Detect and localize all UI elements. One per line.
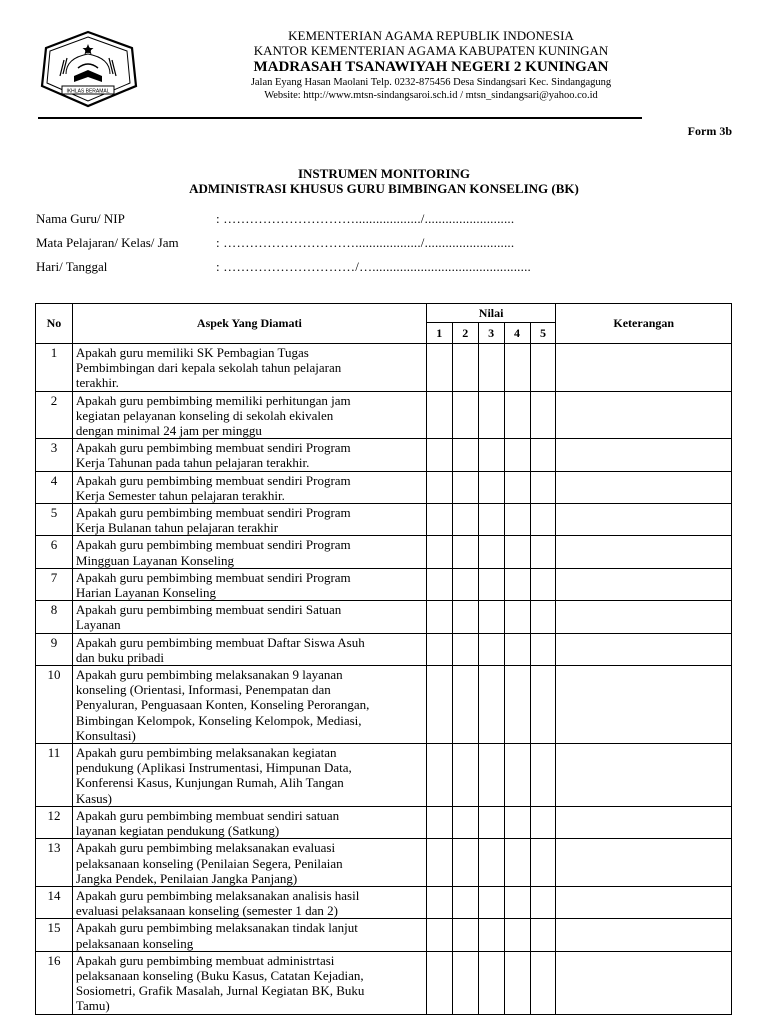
score-cell-1[interactable] xyxy=(426,471,452,503)
aspect-line: Jangka Pendek, Penilaian Jangka Panjang) xyxy=(75,870,298,886)
hari-tanggal-field[interactable]: : …………………………/….............................................. xyxy=(216,259,531,274)
field-row-nama xyxy=(36,211,636,235)
score-cell-3[interactable] xyxy=(478,951,504,1014)
aspect-line: Apakah guru pembimbing memiliki perhitungan jam xyxy=(75,392,351,408)
header-no: No xyxy=(36,304,73,344)
score-cell-3[interactable] xyxy=(478,391,504,439)
score-cell-2[interactable] xyxy=(452,439,478,471)
score-cell-3[interactable] xyxy=(478,839,504,887)
score-cell-5[interactable] xyxy=(530,839,556,887)
score-cell-4[interactable] xyxy=(504,536,530,568)
keterangan-cell[interactable] xyxy=(556,633,732,665)
score-cell-1[interactable] xyxy=(426,666,452,744)
score-cell-1[interactable] xyxy=(426,504,452,536)
identity-fields xyxy=(36,211,636,283)
form-number: Form 3b xyxy=(687,124,732,138)
score-cell-1[interactable] xyxy=(426,536,452,568)
score-cell-4[interactable] xyxy=(504,951,530,1014)
aspect-line: pelaksanaan konseling (Penilaian Segera, Penilaian xyxy=(75,855,343,871)
aspect-line: Apakah guru pembimbing melaksanakan evaluasi xyxy=(75,840,336,856)
score-cell-3[interactable] xyxy=(478,471,504,503)
aspect-line: kegiatan pelayanan konseling di sekolah ekivalen xyxy=(75,407,334,423)
score-cell-5[interactable] xyxy=(530,344,556,392)
row-number: 13 xyxy=(36,839,73,887)
score-cell-3[interactable] xyxy=(478,919,504,951)
keterangan-cell[interactable] xyxy=(556,886,732,918)
score-cell-5[interactable] xyxy=(530,633,556,665)
aspect-text xyxy=(72,344,426,392)
aspect-line: Apakah guru pembimbing membuat sendiri Satuan xyxy=(75,602,342,618)
aspect-text xyxy=(72,806,426,838)
table-row xyxy=(36,568,732,600)
aspect-text xyxy=(72,633,426,665)
aspect-line: evaluasi pelaksanaan konseling (semester 1 dan 2) xyxy=(75,903,338,919)
aspect-line: layanan kegiatan pendukung (Satkung) xyxy=(75,823,280,839)
score-cell-4[interactable] xyxy=(504,568,530,600)
aspect-line: Apakah guru pembimbing membuat sendiri Program xyxy=(75,472,351,488)
keterangan-cell[interactable] xyxy=(556,839,732,887)
aspect-line: Kasus) xyxy=(75,790,113,806)
score-cell-3[interactable] xyxy=(478,666,504,744)
score-cell-5[interactable] xyxy=(530,666,556,744)
aspect-line: Sosiometri, Grafik Masalah, Jurnal Kegiatan BK, Buku xyxy=(75,983,365,999)
row-number: 14 xyxy=(36,886,73,918)
score-cell-1[interactable] xyxy=(426,391,452,439)
keterangan-cell[interactable] xyxy=(556,744,732,807)
score-cell-4[interactable] xyxy=(504,744,530,807)
table-row xyxy=(36,666,732,744)
row-number: 6 xyxy=(36,536,73,568)
score-cell-5[interactable] xyxy=(530,806,556,838)
score-cell-2[interactable] xyxy=(452,951,478,1014)
letterhead-divider xyxy=(38,117,642,119)
header-aspek: Aspek Yang Diamati xyxy=(72,304,426,344)
aspect-line: Konferensi Kasus, Kunjungan Rumah, Alih Tangan xyxy=(75,775,344,791)
aspect-line: Tamu) xyxy=(75,998,110,1014)
score-cell-1[interactable] xyxy=(426,744,452,807)
header-nilai: Nilai xyxy=(426,304,556,323)
nama-guru-field[interactable]: : ………………………….................../.......................... xyxy=(216,211,515,226)
row-number: 2 xyxy=(36,391,73,439)
table-row xyxy=(36,886,732,918)
aspect-line: Apakah guru pembimbing melaksanakan analisis hasil xyxy=(75,887,360,903)
aspect-line: Apakah guru pembimbing membuat sendiri satuan xyxy=(75,807,340,823)
keterangan-cell[interactable] xyxy=(556,919,732,951)
aspect-line: Mingguan Layanan Konseling xyxy=(75,552,235,568)
field-label: Nama Guru/ NIP xyxy=(36,211,125,226)
score-cell-2[interactable] xyxy=(452,568,478,600)
score-cell-4[interactable] xyxy=(504,806,530,838)
row-number: 3 xyxy=(36,439,73,471)
table-row xyxy=(36,951,732,1014)
keterangan-cell[interactable] xyxy=(556,391,732,439)
aspect-line: Konsultasi) xyxy=(75,727,136,743)
aspect-line: Layanan xyxy=(75,617,121,633)
keterangan-cell[interactable] xyxy=(556,471,732,503)
score-cell-2[interactable] xyxy=(452,744,478,807)
aspect-line: Bimbingan Kelompok, Konseling Kelompok, Mediasi, xyxy=(75,712,362,728)
letterhead-text xyxy=(126,28,736,102)
score-cell-5[interactable] xyxy=(530,601,556,633)
aspect-line: Apakah guru pembimbing membuat sendiri Program xyxy=(75,505,351,521)
score-cell-5[interactable] xyxy=(530,504,556,536)
aspect-text xyxy=(72,504,426,536)
score-cell-5[interactable] xyxy=(530,744,556,807)
score-cell-2[interactable] xyxy=(452,471,478,503)
score-cell-2[interactable] xyxy=(452,601,478,633)
row-number: 4 xyxy=(36,471,73,503)
aspect-line: pelaksanaan konseling xyxy=(75,935,194,951)
score-cell-2[interactable] xyxy=(452,504,478,536)
school-address: Jalan Eyang Hasan Maolani Telp. 0232-875456 Desa Sindangsari Kec. Sindangagung xyxy=(250,77,612,88)
aspect-text xyxy=(72,471,426,503)
row-number: 11 xyxy=(36,744,73,807)
row-number: 7 xyxy=(36,568,73,600)
row-number: 8 xyxy=(36,601,73,633)
aspect-text xyxy=(72,666,426,744)
header-score-3: 3 xyxy=(478,323,504,344)
score-cell-1[interactable] xyxy=(426,806,452,838)
aspect-line: dan buku pribadi xyxy=(75,649,164,665)
score-cell-4[interactable] xyxy=(504,344,530,392)
aspect-line: Apakah guru pembimbing membuat administrtasi xyxy=(75,952,335,968)
field-row-tanggal xyxy=(36,259,636,283)
header-keterangan: Keterangan xyxy=(556,304,732,344)
score-cell-5[interactable] xyxy=(530,391,556,439)
aspect-line: Apakah guru pembimbing membuat sendiri Program xyxy=(75,537,351,553)
score-cell-4[interactable] xyxy=(504,601,530,633)
aspect-text xyxy=(72,744,426,807)
table-row xyxy=(36,344,732,392)
score-cell-5[interactable] xyxy=(530,568,556,600)
field-row-mapel xyxy=(36,235,636,259)
field-label: Mata Pelajaran/ Kelas/ Jam xyxy=(36,235,179,250)
aspect-line: pelaksanaan konseling (Buku Kasus, Catatan Kejadian, xyxy=(75,967,364,983)
aspect-text xyxy=(72,601,426,633)
aspect-line: konseling (Orientasi, Informasi, Penempatan dan xyxy=(75,682,331,698)
aspect-text xyxy=(72,536,426,568)
aspect-line: Apakah guru pembimbing membuat sendiri Program xyxy=(75,569,351,585)
score-cell-5[interactable] xyxy=(530,471,556,503)
office-name: KANTOR KEMENTERIAN AGAMA KABUPATEN KUNINGAN xyxy=(253,43,609,58)
score-cell-1[interactable] xyxy=(426,568,452,600)
monitoring-table xyxy=(35,303,732,1015)
aspect-text xyxy=(72,568,426,600)
score-cell-2[interactable] xyxy=(452,666,478,744)
aspect-line: Kerja Tahunan pada tahun pelajaran terakhir. xyxy=(75,455,310,471)
score-cell-2[interactable] xyxy=(452,886,478,918)
row-number: 15 xyxy=(36,919,73,951)
row-number: 9 xyxy=(36,633,73,665)
aspect-line: Harian Layanan Konseling xyxy=(75,585,216,601)
table-row xyxy=(36,439,732,471)
school-website: Website: http://www.mtsn-sindangsaroi.sch.id / mtsn_sindangsari@yahoo.co.id xyxy=(264,90,598,101)
score-cell-5[interactable] xyxy=(530,439,556,471)
ministry-name: KEMENTERIAN AGAMA REPUBLIK INDONESIA xyxy=(288,28,574,43)
aspect-text xyxy=(72,951,426,1014)
logo-ribbon-text: IKHLAS BERAMAL xyxy=(66,88,110,95)
row-number: 5 xyxy=(36,504,73,536)
score-cell-3[interactable] xyxy=(478,886,504,918)
aspect-line: Apakah guru pembimbing membuat Daftar Siswa Asuh xyxy=(75,634,365,650)
score-cell-3[interactable] xyxy=(478,439,504,471)
aspect-text xyxy=(72,391,426,439)
score-cell-1[interactable] xyxy=(426,886,452,918)
keterangan-cell[interactable] xyxy=(556,666,732,744)
score-cell-4[interactable] xyxy=(504,391,530,439)
score-cell-3[interactable] xyxy=(478,536,504,568)
score-cell-3[interactable] xyxy=(478,344,504,392)
score-cell-2[interactable] xyxy=(452,633,478,665)
aspect-line: pendukung (Aplikasi Instrumentasi, Himpunan Data, xyxy=(75,760,352,776)
score-cell-2[interactable] xyxy=(452,344,478,392)
field-label: Hari/ Tanggal xyxy=(36,259,108,274)
keterangan-cell[interactable] xyxy=(556,439,732,471)
table-row xyxy=(36,504,732,536)
score-cell-4[interactable] xyxy=(504,886,530,918)
score-cell-1[interactable] xyxy=(426,839,452,887)
score-cell-1[interactable] xyxy=(426,633,452,665)
mata-pelajaran-field[interactable]: : ………………………….................../.......................... xyxy=(216,235,515,250)
aspect-line: Pembimbingan dari kepala sekolah tahun pelajaran xyxy=(75,360,342,376)
aspect-text xyxy=(72,919,426,951)
score-cell-1[interactable] xyxy=(426,919,452,951)
score-cell-3[interactable] xyxy=(478,744,504,807)
document-title: INSTRUMEN MONITORING xyxy=(297,166,471,181)
row-number: 10 xyxy=(36,666,73,744)
aspect-line: terakhir. xyxy=(75,375,119,391)
document-subtitle: ADMINISTRASI KHUSUS GURU BIMBINGAN KONSELING (BK) xyxy=(189,181,579,196)
row-number: 16 xyxy=(36,951,73,1014)
score-cell-5[interactable] xyxy=(530,886,556,918)
score-cell-4[interactable] xyxy=(504,666,530,744)
aspect-line: Kerja Semester tahun pelajaran terakhir. xyxy=(75,487,285,503)
score-cell-1[interactable] xyxy=(426,344,452,392)
letterhead xyxy=(36,24,736,118)
score-cell-2[interactable] xyxy=(452,391,478,439)
row-number: 1 xyxy=(36,344,73,392)
aspect-line: dengan minimal 24 jam per minggu xyxy=(75,423,262,439)
score-cell-5[interactable] xyxy=(530,951,556,1014)
keterangan-cell[interactable] xyxy=(556,806,732,838)
aspect-line: Apakah guru pembimbing membuat sendiri Program xyxy=(75,440,351,456)
aspect-line: Apakah guru memiliki SK Pembagian Tugas xyxy=(75,345,309,360)
school-name: MADRASAH TSANAWIYAH NEGERI 2 KUNINGAN xyxy=(253,59,609,75)
score-cell-4[interactable] xyxy=(504,839,530,887)
score-cell-3[interactable] xyxy=(478,806,504,838)
keterangan-cell[interactable] xyxy=(556,344,732,392)
header-score-2: 2 xyxy=(452,323,478,344)
keterangan-cell[interactable] xyxy=(556,536,732,568)
score-cell-2[interactable] xyxy=(452,839,478,887)
score-cell-5[interactable] xyxy=(530,919,556,951)
score-cell-4[interactable] xyxy=(504,504,530,536)
table-row xyxy=(36,806,732,838)
aspect-text xyxy=(72,839,426,887)
table-row xyxy=(36,536,732,568)
aspect-line: Penyaluran, Penguasaan Konten, Konseling Perorangan, xyxy=(75,697,370,713)
table-row xyxy=(36,601,732,633)
keterangan-cell[interactable] xyxy=(556,951,732,1014)
aspect-line: Apakah guru pembimbing melaksanakan kegiatan xyxy=(75,745,337,761)
keterangan-cell[interactable] xyxy=(556,504,732,536)
score-cell-1[interactable] xyxy=(426,951,452,1014)
score-cell-4[interactable] xyxy=(504,439,530,471)
row-number: 12 xyxy=(36,806,73,838)
aspect-line: Apakah guru pembimbing melaksanakan tindak lanjut xyxy=(75,920,358,936)
score-cell-1[interactable] xyxy=(426,601,452,633)
score-cell-3[interactable] xyxy=(478,633,504,665)
score-cell-3[interactable] xyxy=(478,568,504,600)
aspect-text xyxy=(72,886,426,918)
table-row xyxy=(36,633,732,665)
score-cell-4[interactable] xyxy=(504,919,530,951)
score-cell-2[interactable] xyxy=(452,806,478,838)
score-cell-2[interactable] xyxy=(452,919,478,951)
score-cell-4[interactable] xyxy=(504,471,530,503)
header-score-4: 4 xyxy=(504,323,530,344)
header-score-1: 1 xyxy=(426,323,452,344)
score-cell-5[interactable] xyxy=(530,536,556,568)
keterangan-cell[interactable] xyxy=(556,601,732,633)
table-row xyxy=(36,391,732,439)
table-row xyxy=(36,471,732,503)
table-row xyxy=(36,919,732,951)
score-cell-1[interactable] xyxy=(426,439,452,471)
score-cell-4[interactable] xyxy=(504,633,530,665)
score-cell-2[interactable] xyxy=(452,536,478,568)
table-row xyxy=(36,839,732,887)
aspect-line: Apakah guru pembimbing melaksanakan 9 layanan xyxy=(75,667,343,683)
keterangan-cell[interactable] xyxy=(556,568,732,600)
score-cell-3[interactable] xyxy=(478,601,504,633)
table-row xyxy=(36,744,732,807)
aspect-line: Kerja Bulanan tahun pelajaran terakhir xyxy=(75,520,279,536)
aspect-text xyxy=(72,439,426,471)
header-score-5: 5 xyxy=(530,323,556,344)
score-cell-3[interactable] xyxy=(478,504,504,536)
